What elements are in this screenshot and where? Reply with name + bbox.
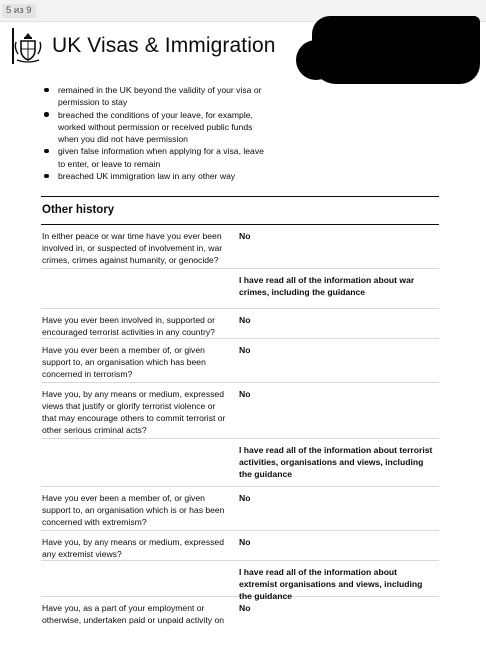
answer-text: No xyxy=(239,315,251,325)
answer-text: No xyxy=(239,345,251,355)
table-row xyxy=(41,561,439,602)
page-indicator: 5 из 9 xyxy=(2,4,36,18)
answer-text: No xyxy=(239,603,251,613)
table-row xyxy=(41,225,439,269)
bullet-item: breached the conditions of your leave, for example, worked without permission or received public funds when you did not have permission xyxy=(42,109,272,146)
qa-table xyxy=(41,225,439,637)
table-row xyxy=(41,309,439,339)
question-text: In either peace or war time have you ever been involved in, or suspected of involvement in, war crimes, crimes against humanity, or genocide? xyxy=(42,231,223,266)
table-row xyxy=(41,383,439,439)
answer-text: No xyxy=(239,389,251,399)
answer-text: I have read all of the information about war crimes, including the guidance xyxy=(239,275,415,298)
redaction-block xyxy=(312,16,480,84)
bullet-item: remained in the UK beyond the validity of your visa or permission to stay xyxy=(42,84,272,109)
section-divider-top xyxy=(41,196,439,197)
intro-bullet-list xyxy=(42,84,272,182)
question-text: Have you ever been a member of, or given support to, an organisation which has been concerned in terrorism? xyxy=(42,345,206,380)
bullet-item: breached UK immigration law in any other way xyxy=(42,170,272,182)
page-title: UK Visas & Immigration xyxy=(52,34,276,57)
answer-text: I have read all of the information about extremist organisations and views, including the guidance xyxy=(239,567,423,602)
bullet-item: given false information when applying for a visa, leave to enter, or leave to remain xyxy=(42,145,272,170)
redaction-block-edge xyxy=(296,40,336,80)
question-text: Have you, as a part of your employment or otherwise, undertaken paid or unpaid activity on xyxy=(42,603,225,626)
question-text: Have you, by any means or medium, expressed views that justify or glorify terrorist violence or that may encourage others to commit terrorist or other serious criminal acts? xyxy=(42,389,226,436)
table-row xyxy=(41,439,439,487)
royal-crest-icon xyxy=(12,30,44,64)
answer-text: No xyxy=(239,537,251,547)
table-row xyxy=(41,269,439,309)
answer-text: No xyxy=(239,493,251,503)
answer-text: I have read all of the information about terrorist activities, organisations and views, including the guidance xyxy=(239,445,433,480)
section-title: Other history xyxy=(42,204,115,216)
table-row xyxy=(41,531,439,561)
question-text: Have you ever been a member of, or given support to, an organisation which is or has been concerned with extremism? xyxy=(42,493,225,528)
answer-text: No xyxy=(239,231,251,241)
table-row xyxy=(41,339,439,383)
question-text: Have you ever been involved in, supported or encouraged terrorist activities in any country? xyxy=(42,315,215,338)
question-text: Have you, by any means or medium, expressed any extremist views? xyxy=(42,537,224,560)
table-row xyxy=(41,597,439,637)
table-row xyxy=(41,487,439,531)
